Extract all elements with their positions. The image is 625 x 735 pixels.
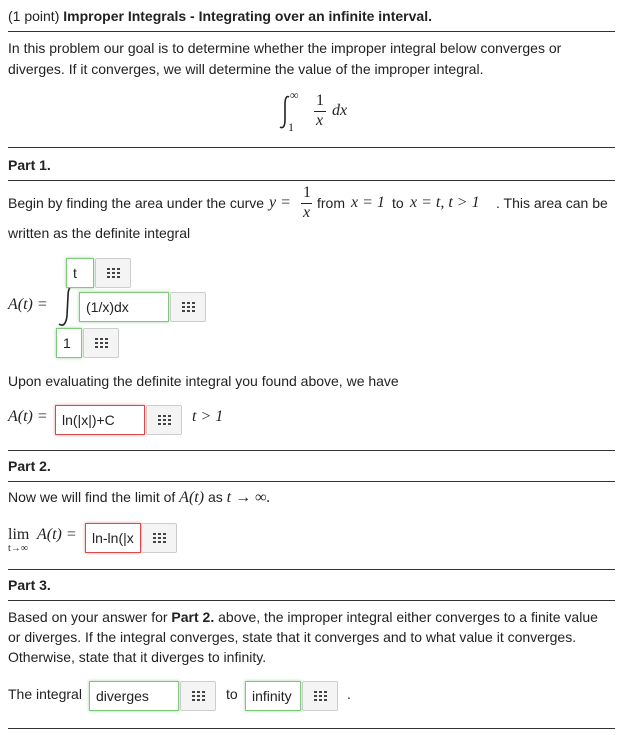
equation-palette-icon [158,415,172,426]
part3-line-1-bold: Part 2. [171,609,215,625]
part2-sentence-as: as [207,489,223,505]
from-expr: x = 1 [351,194,385,211]
part2-sentence-text: Now we will find the limit of [8,489,176,505]
curve-denominator: x [303,204,311,221]
problem-title: Improper Integrals - Integrating over an infinite interval. [63,8,432,24]
points-label: (1 point) [8,8,60,24]
part3-line-1a: Based on your answer for [8,609,168,625]
lim-expr: A(t) = [37,526,77,543]
sentence-end: . [347,686,351,702]
limit-value-input[interactable]: infinity [245,681,301,711]
curve-numerator: 1 [303,184,311,201]
equation-palette-icon [95,338,109,349]
equation-palette-button[interactable] [95,258,131,288]
divider [8,147,615,148]
eval-text: Upon evaluating the definite integral you found above, we have [8,373,399,389]
A-label: A(t) = [8,296,48,313]
divider [8,481,615,482]
convergence-input[interactable]: diverges [89,681,179,711]
equation-palette-icon [192,691,206,702]
equation-palette-button[interactable] [83,328,119,358]
eval-condition: t > 1 [192,408,224,425]
intro-line-1: In this problem our goal is to determine whether the improper integral below converges or [8,40,562,56]
lim-word: lim [8,526,30,543]
divider [8,600,615,601]
integrand-numerator: 1 [316,92,324,109]
part2-sentence [8,487,270,508]
equation-palette-button[interactable] [146,405,182,435]
antiderivative-input[interactable]: ln(|x|)+C [55,405,145,435]
part2-sentence-limit: t → ∞. [226,489,271,506]
integral-sign [56,284,78,328]
equation-palette-icon [107,268,121,279]
limit-input[interactable]: ln-ln(|x [85,523,141,553]
to-word: to [226,686,238,702]
integral-lower: 1 [288,120,294,134]
equation-palette-button[interactable] [302,681,338,711]
divider [8,569,615,570]
equation-palette-icon [314,691,328,702]
part2-sentence-expr: A(t) [179,489,205,506]
divider [8,180,615,181]
problem-header [8,6,432,26]
integrand-denominator: x [316,112,324,129]
part1-sentence-b: . This area can be [496,195,608,211]
part3-heading: Part 3. [8,577,51,593]
part1-heading: Part 1. [8,157,51,173]
to-expr: x = t, t > 1 [410,194,480,211]
divider [8,31,615,32]
part1-line-2: written as the definite integral [8,225,191,241]
equation-palette-button[interactable] [180,681,216,711]
to-word: to [392,195,404,211]
equation-palette-button[interactable] [141,523,177,553]
part1-sentence-a: Begin by finding the area under the curve [8,195,265,211]
part3-line-2: or diverges. If the integral converges, state that it converges and to what value it converges. [8,629,577,645]
lim-subscript: t→∞ [8,543,28,554]
part1-sentence [8,186,608,226]
integrand-dx: dx [332,102,348,119]
equation-palette-icon [153,533,167,544]
lower-limit-input[interactable]: 1 [56,328,82,358]
divider [8,450,615,451]
equation-palette-icon [182,302,196,313]
integral-upper: ∞ [290,88,299,102]
upper-limit-input[interactable]: t [66,258,94,288]
curve-lhs: y = [269,194,291,211]
integrand-input[interactable]: (1/x)dx [79,292,169,322]
part3-line-3: Otherwise, state that it diverges to infinity. [8,649,267,665]
equation-palette-button[interactable] [170,292,206,322]
intro-line-2: diverges. If it converges, we will determine the value of the improper integral. [8,61,484,77]
part2-heading: Part 2. [8,458,51,474]
from-word: from [317,195,345,211]
display-integral [278,90,358,135]
eval-label: A(t) = [8,408,48,425]
divider [8,728,615,729]
integral-label: The integral [8,686,82,702]
part3-line-1b: above, the improper integral either converges to a finite value [218,609,598,625]
part3-line-1 [8,607,598,627]
